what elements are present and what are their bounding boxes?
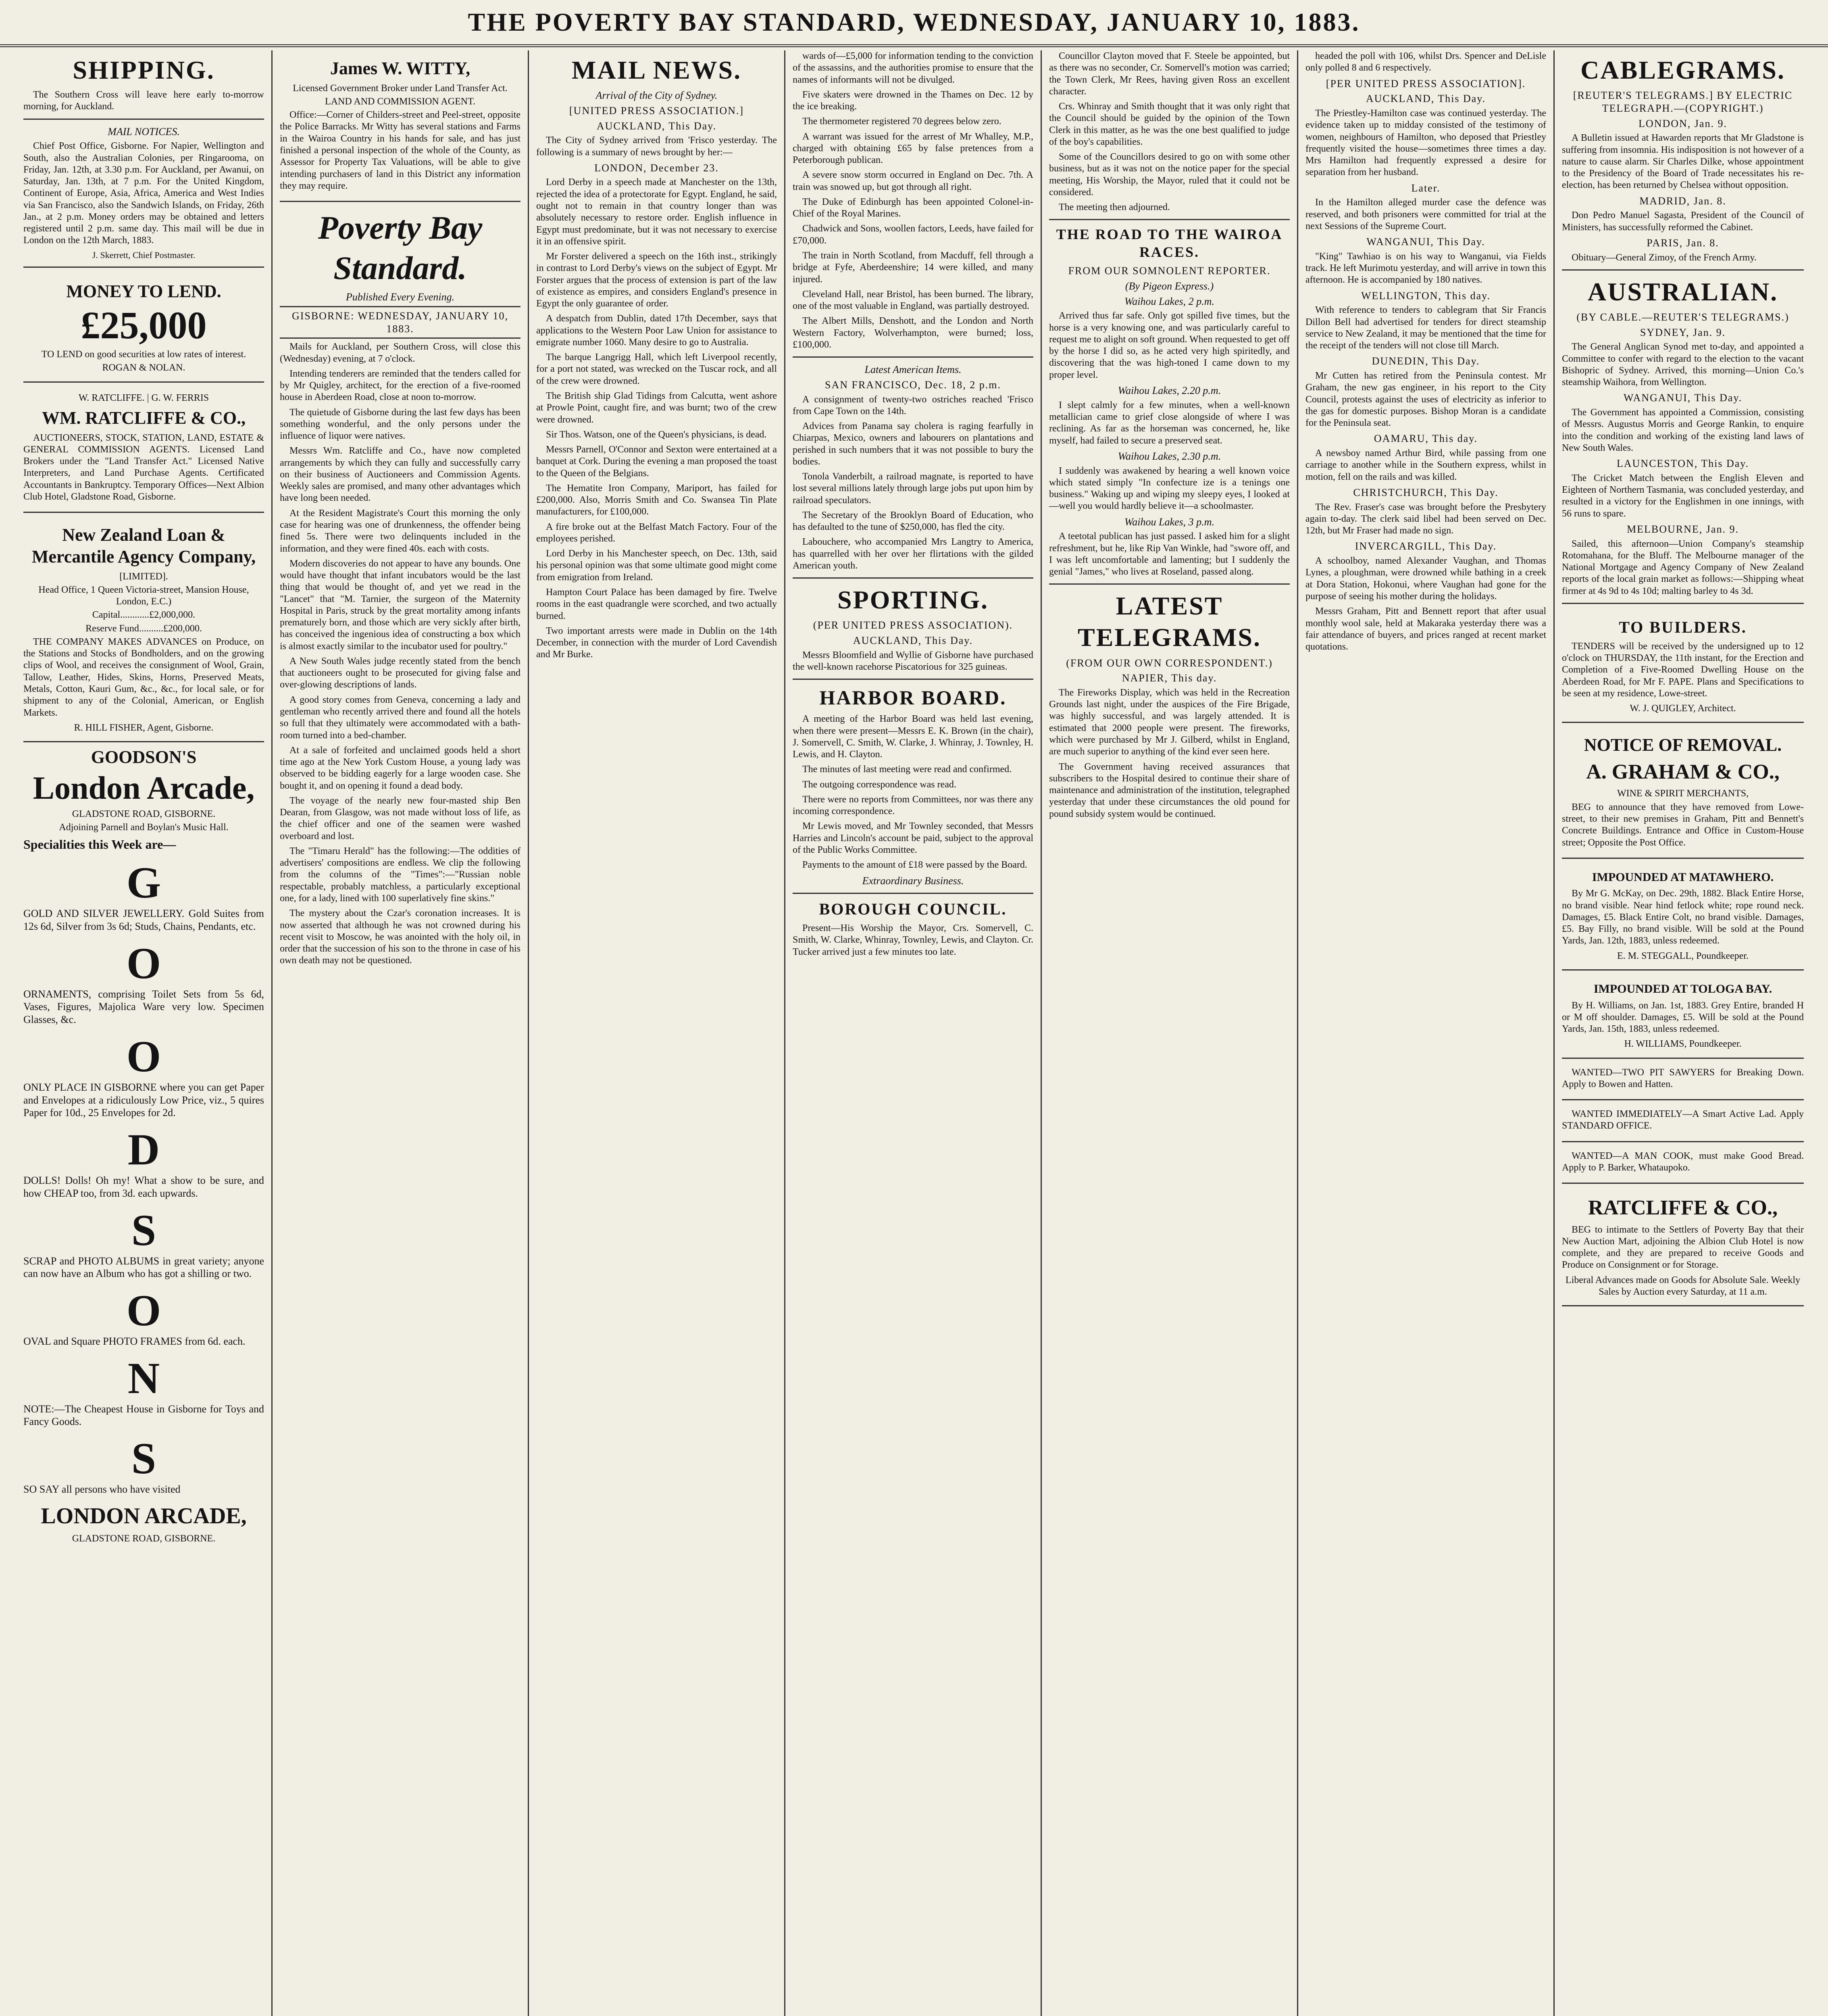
nzloan-agent: R. HILL FISHER, Agent, Gisborne. xyxy=(74,722,214,733)
nzloan-heading: New Zealand Loan & Mercantile Agency Company, xyxy=(31,525,256,566)
builders-sign: W. J. QUIGLEY, Architect. xyxy=(1630,703,1736,714)
local-news xyxy=(280,341,521,966)
news-paragraph: There were no reports from Committees, nor was there any incoming correspondence. xyxy=(793,794,1033,817)
news-paragraph: Advices from Panama say cholera is raging fearfully in Chiarpas, Mexico, owners and labourers on plantations and perished in such numbers that it was not possible to bury the bodies. xyxy=(793,421,1033,467)
section-dateline: SYDNEY, Jan. 9. xyxy=(1640,326,1726,338)
ratcliffe-names: W. RATCLIFFE. | G. W. FERRIS xyxy=(78,392,209,403)
speciality-text: ORNAMENTS, comprising Toilet Sets from 5s 6d, Vases, Figures, Majolica Ware very low. Specimen Glasses, &c. xyxy=(23,988,264,1026)
news-paragraph: The thermometer registered 70 degrees below zero. xyxy=(802,116,1001,127)
extraordinary-heading: Extraordinary Business. xyxy=(862,875,964,887)
news-paragraph: A schoolboy, named Alexander Vaughan, and Thomas Lynes, a ploughman, were drowned while bathing in a creek at Dora Station, Hokonui, where Vaughan had gone for the purpose of seeing his mother during the holidays. xyxy=(1305,556,1546,602)
sporting-dateline: AUCKLAND, This Day. xyxy=(853,635,973,647)
news-paragraph: The Albert Mills, Denshott, and the London and North Western Factory, Wolverhampton, were burned; loss, £100,000. xyxy=(793,316,1033,350)
section-dateline: OAMARU, This day. xyxy=(1374,433,1478,445)
speciality-letter: N xyxy=(127,1353,160,1403)
mail-text: Chief Post Office, Gisborne. For Napier, Wellington and South, also the Australian Colonies, per Ringarooma, on Friday, Jan. 12th, at 3.30 p.m. For Auckland, per Awanui, on Saturday, Jan. 13th, at 7 p.m. For the United Kingdom, Continent of Europe, Asia, Africa, America and West Indies via San Francisco, also the Sandwich Islands, on Friday, 26th Jan., at 2 p.m. Money orders may be obtained and letters registered until 2 p.m. same day. This mail will be due in London on the 12th March, 1883. xyxy=(23,141,264,246)
news-paragraph: Councillor Clayton moved that F. Steele be appointed, but as there was no seconder, Cr. Somervell's motion was carried; the Town Clerk, Mr Rees, having given Ross an excellent character. xyxy=(1049,51,1290,97)
section-dateline: MADRID, Jan. 8. xyxy=(1639,195,1726,207)
shipping-text: The Southern Cross will leave here early to-morrow morning, for Auckland. xyxy=(23,90,264,112)
news-paragraph: Crs. Whinray and Smith thought that it was only right that the Council should be guided by the opinion of the Town Clerk in this matter, as he was the one best qualified to judge of the boy's capabilities. xyxy=(1049,101,1290,147)
latest-telegrams-heading: LATEST TELEGRAMS. xyxy=(1078,591,1261,652)
mail-heading: MAIL NOTICES. xyxy=(108,125,180,137)
speciality-text: SCRAP and PHOTO ALBUMS in great variety; anyone can now have an Album who has got a shilling or two. xyxy=(23,1255,264,1280)
impound-ad-2 xyxy=(1562,975,1804,1059)
news-paragraph: The Government having received assurances that subscribers to the Hospital desired to continue their share of maintenance and administration of the institution, telegraphed yesterday that under these circumstances the old pound for pound subsidy system would be continued. xyxy=(1049,761,1290,819)
impound-sign: E. M. STEGGALL, Poundkeeper. xyxy=(1617,950,1749,961)
wairoa-heading: THE ROAD TO THE WAIROA RACES. xyxy=(1056,226,1283,260)
section-dateline: Later. xyxy=(1411,182,1441,194)
section-dateline: DUNEDIN, This Day. xyxy=(1372,355,1480,367)
impound-heading: IMPOUNDED AT TOLOGA BAY. xyxy=(1593,982,1772,996)
removal-ad xyxy=(1562,727,1804,858)
section-dateline: PARIS, Jan. 8. xyxy=(1647,237,1719,249)
column-6 xyxy=(1298,50,1555,2016)
builders-heading: TO BUILDERS. xyxy=(1619,618,1747,636)
speciality-text: DOLLS! Dolls! Oh my! What a show to be sure, and how CHEAP too, from 3d. each upwards. xyxy=(23,1175,264,1199)
section-dateline: WANGANUI, This Day. xyxy=(1366,236,1485,248)
specialities-heading: Specialities this Week are— xyxy=(23,837,176,852)
news-paragraph: The "Timaru Herald" has the following:—The oddities of advertisers' compositions are endless. We clip the following from the columns of the "Times":—"Russian noble respectable, probably matchless, a particularly exceptional one, for a lady, lined with 100 superlatively fine skins." xyxy=(280,846,521,904)
news-paragraph: Mr Cutten has retired from the Peninsula contest. Mr Graham, the new gas engineer, in his report to the City Council, protests against the uses of electricity as inferior to the gas for domestic purposes. Bishop Moran is a candidate for the Peninsula seat. xyxy=(1305,371,1546,429)
news-paragraph: The British ship Glad Tidings from Calcutta, went ashore at Prowle Point, caught fire, and was burnt; two of the crew were drowned. xyxy=(536,391,777,425)
news-paragraph: Don Pedro Manuel Sagasta, President of the Council of Ministers, has successfully reformed the Cabinet. xyxy=(1562,210,1804,233)
news-paragraph: At a sale of forfeited and unclaimed goods held a short time ago at the New York Custom House, a young lady was observed to be bidding eagerly for a large wooden case. She bought it, and on opening it found a dead body. xyxy=(280,745,521,791)
section-dateline: MELBOURNE, Jan. 9. xyxy=(1627,523,1739,535)
paper-nameplate: Poverty Bay Standard. xyxy=(318,209,483,287)
news-paragraph: "King" Tawhiao is on his way to Wanganui, via Fields track. He left Murimotu yesterday, and will arrive in town this afternoon. He is accompanied by 180 natives. xyxy=(1305,251,1546,285)
speciality-item xyxy=(23,1127,264,1200)
news-paragraph: I suddenly was awakened by hearing a well known voice which stated simply "In confecture ize is a tenings one business." Waking up and wiping my sleepy eyes, I looked at—well you would hardly believe it—a schoolmaster. xyxy=(1049,465,1290,512)
section-dateline: Waihou Lakes, 2.30 p.m. xyxy=(1118,450,1221,462)
news-paragraph: The Fireworks Display, which was held in the Recreation Grounds last night, under the auspices of the Fire Brigade, was highly successful, and was largely attended. It is estimated that 2000 people were present. The fireworks, which were purchased by Mr J. Gilberd, whilst in England, are much superior to anything of the kind ever seen here. xyxy=(1049,687,1290,757)
section-dateline: LAUNCESTON, This Day. xyxy=(1616,458,1749,470)
news-paragraph: headed the poll with 106, whilst Drs. Spencer and DeLisle only polled 8 and 6 respectively. xyxy=(1305,51,1546,73)
harbour-heading: HARBOR BOARD. xyxy=(819,686,1007,709)
borough-heading: BOROUGH COUNCIL. xyxy=(819,900,1007,918)
news-paragraph: The Priestley-Hamilton case was continued yesterday. The evidence taken up to midday consisted of the testimony of women, neighbours of Hamilton, who deposed that Priestley frequently visited the house—sometimes three times a day. Mrs Hamilton had frequently expressed a desire for separation from her husband. xyxy=(1305,108,1546,178)
news-paragraph: Arrived thus far safe. Only got spilled five times, but the horse is a very knowing one, and was particularly careful to request me to alight on soft ground. When requested to get off by the horse I did so, as he acted very high spiritedly, and discovering that the was high-toned I came down to my proper level. xyxy=(1049,310,1290,380)
news-paragraph: Present—His Worship the Mayor, Crs. Somervell, C. Smith, W. Clarke, Whinray, Townley, Lewis, and Clayton. Cr. Tucker arrived just a few minutes too late. xyxy=(793,923,1033,957)
wanted-text: WANTED—TWO PIT SAWYERS for Breaking Down. Apply to Bowen and Hatten. xyxy=(1562,1067,1804,1089)
news-paragraph: Messrs Bloomfield and Wyllie of Gisborne have purchased the well-known racehorse Piscatorious for 325 guineas. xyxy=(793,650,1033,673)
news-paragraph: Modern discoveries do not appear to have any bounds. One would have thought that infant incubators would be the last thing that would be thought of, and yet we read in the "Lancet" that "M. Tarnier, the surgeon of the Maternity Hospital in Paris, struck by the great mortality among infants prematurely born, and those which are very sickly after birth, has conceived the ingenious idea of constructing a box which is almost exactly similar to the incubator used for poultry." xyxy=(280,558,521,652)
column-4 xyxy=(785,50,1042,2016)
money-heading: MONEY TO LEND. xyxy=(66,281,221,301)
section-dateline: LONDON, Jan. 9. xyxy=(1639,117,1727,129)
news-paragraph: Sailed, this afternoon—Union Company's steamship Rotomahana, for the Bluff. The Melbourne manager of the National Mortgage and Agency Company of New Zealand reports of the local grain market as follows:—Shipping wheat firmer at 4s 9d to 4s 10d; malting barley to 4s 3d. xyxy=(1562,538,1804,596)
speciality-item xyxy=(23,1436,264,1496)
ratcliffe-ad xyxy=(23,387,264,513)
column-1 xyxy=(16,50,273,2016)
witty-sub: Licensed Government Broker under Land Transfer Act. xyxy=(293,83,508,94)
news-paragraph: Messrs Parnell, O'Connor and Sexton were entertained at a banquet at Cork. During the evening a man proposed the toast to the Queen of the Belgians. xyxy=(536,444,777,479)
news-paragraph: The Government has appointed a Commission, consisting of Messrs. Augustus Morris and George Rankin, to enquire into the condition and working of the existing land laws of New South Wales. xyxy=(1562,407,1804,453)
speciality-letter: D xyxy=(127,1125,160,1175)
shipping-heading: SHIPPING. xyxy=(73,56,215,84)
speciality-letter: O xyxy=(126,1285,161,1335)
news-paragraph: Five skaters were drowned in the Thames on Dec. 12 by the ice breaking. xyxy=(793,89,1033,112)
news-paragraph: Mr Forster delivered a speech on the 16th inst., strikingly in contrast to Lord Derby's views on the subject of Egypt. Mr Forster argues that the process of extension is part of the law of existence as empires, and considers England's presence in Egypt the only guarantee of order. xyxy=(536,251,777,309)
arcade-adjoining: Adjoining Parnell and Boylan's Music Hall. xyxy=(59,822,229,833)
wairoa-by: (By Pigeon Express.) xyxy=(1125,280,1214,292)
upa-line: [PER UNITED PRESS ASSOCIATION]. xyxy=(1326,77,1526,90)
news-paragraph: A newsboy named Arthur Bird, while passing from one carriage to another while in the Southern express, whilst in motion, fell on the rails and was killed. xyxy=(1305,448,1546,482)
wanted-ad xyxy=(1562,1146,1804,1184)
impound-sign: H. WILLIAMS, Poundkeeper. xyxy=(1624,1039,1742,1050)
news-paragraph: At the Resident Magistrate's Court this morning the only case for hearing was one of drunkenness, the offender being fined 5s. There were two delinquents included in the information, and they were fined 40s. each with costs. xyxy=(280,508,521,554)
ratcliffe-text: AUCTIONEERS, STOCK, STATION, LAND, ESTATE & GENERAL COMMISSION AGENTS. Licensed Land Brokers under the "Land Transfer Act." Licensed Native Interpreters, and Land Purchase Agents. Certificated Accountants in Bankruptcy. Temporary Offices—Next Albion Club Hotel, Gladstone Road, Gisborne. xyxy=(23,432,264,502)
mail-news-heading: MAIL NEWS. xyxy=(571,56,742,84)
nzloan-sub: [LIMITED]. xyxy=(119,571,168,582)
speciality-item xyxy=(23,938,264,1026)
news-paragraph: The quietude of Gisborne during the last few days has been something wonderful, and the only persons under the influence of liquor were natives. xyxy=(280,407,521,442)
latest-from: (FROM OUR OWN CORRESPONDENT.) xyxy=(1066,657,1273,669)
builders-ad xyxy=(1562,610,1804,723)
ratcliffe-auction-ad xyxy=(1562,1188,1804,1306)
wanted-ad xyxy=(1562,1104,1804,1142)
wairoa-from: FROM OUR SOMNOLENT REPORTER. xyxy=(1068,265,1271,277)
goodson-heading: GOODSON'S xyxy=(91,747,197,767)
news-paragraph: Obituary—General Zimoy, of the French Army. xyxy=(1572,252,1757,263)
news-paragraph: A severe snow storm occurred in England on Dec. 7th. A train was snowed up, but got through all right. xyxy=(793,170,1033,192)
speciality-item xyxy=(23,1031,264,1119)
section-dateline: Waihou Lakes, 3 p.m. xyxy=(1124,516,1214,528)
sporting-heading: SPORTING. xyxy=(837,585,989,614)
ratcliffe-auction-footer: Liberal Advances made on Goods for Absolute Sale. Weekly Sales by Auction every Saturday, at 11 a.m. xyxy=(1565,1275,1801,1297)
section-dateline: Waihou Lakes, 2 p.m. xyxy=(1124,295,1214,307)
section-dateline: CHRISTCHURCH, This Day. xyxy=(1353,486,1499,498)
news-paragraph: Mr Lewis moved, and Mr Townley seconded, that Messrs Harries and Lincoln's account be paid, subject to the approval of the Public Works Committee. xyxy=(793,821,1033,855)
nzloan-ad xyxy=(23,517,264,742)
news-paragraph: Hampton Court Palace has been damaged by fire. Twelve rooms in the east quadrangle were scorched, and two actually burned. xyxy=(536,587,777,621)
news-paragraph: Messrs Wm. Ratcliffe and Co., have now completed arrangements by which they can fully and successfully carry on their business of Auctioneers and Commission Agents. Weekly sales are promised, and many other advantages which have long been needed. xyxy=(280,446,521,504)
speciality-item xyxy=(23,860,264,933)
news-paragraph: A New South Wales judge recently stated from the bench that auctioneers ought to be prosecuted for giving false and over-glowing descriptions of lands. xyxy=(280,656,521,690)
speciality-item xyxy=(23,1353,264,1428)
news-paragraph: Sir Thos. Watson, one of the Queen's physicians, is dead. xyxy=(546,429,767,440)
speciality-letter: S xyxy=(131,1434,156,1483)
news-paragraph: A Bulletin issued at Hawarden reports that Mr Gladstone is suffering from insomnia. His indisposition is not however of a nature to cause alarm. Sir Charles Dilke, whose appointment to the Presidency of the Board of Trade necessitates his re-election, has been returned by Chelsea without opposition. xyxy=(1562,133,1804,191)
money-amount: £25,000 xyxy=(81,304,207,347)
speciality-text: OVAL and Square PHOTO FRAMES from 6d. each. xyxy=(23,1335,246,1347)
news-paragraph: The minutes of last meeting were read and confirmed. xyxy=(802,764,1012,775)
cablegrams-heading: CABLEGRAMS. xyxy=(1580,56,1785,84)
news-paragraph: The General Anglican Synod met to-day, and appointed a Committee to confer with regard to the election to the vacant Bishopric of Sydney. Arrived, this morning—Union Co.'s steamship Waihora, from Wellington. xyxy=(1562,342,1804,388)
column-3 xyxy=(529,50,785,2016)
news-paragraph: The Secretary of the Brooklyn Board of Education, who has defaulted to the tune of $250,000, has fled the city. xyxy=(793,510,1033,533)
speciality-item xyxy=(23,1285,264,1348)
graham-heading: A. GRAHAM & CO., xyxy=(1586,760,1780,784)
speciality-letter: O xyxy=(126,1031,161,1081)
news-paragraph: The Duke of Edinburgh has been appointed Colonel-in-Chief of the Royal Marines. xyxy=(793,196,1033,219)
news-paragraph: With reference to tenders to cablegram that Sir Francis Dillon Bell had advertised for tenders for direct steamship service to New Zealand, it may be mentioned that the time for the receipt of the tenders will not close till March. xyxy=(1305,305,1546,351)
news-paragraph: The City of Sydney arrived from 'Frisco yesterday. The following is a summary of news brought by her:— xyxy=(536,135,777,158)
ratcliffe-firm: WM. RATCLIFFE & CO., xyxy=(42,408,246,428)
builders-text: TENDERS will be received by the undersigned up to 12 o'clock on THURSDAY, the 11th instant, for the Erection and Completion of a Five-Roomed Dwelling House on the Aberdeen Road, for Mr F. PAPE. Plans and Specifications to be seen at my residence, Lowe-street. xyxy=(1562,641,1804,699)
speciality-letter: S xyxy=(131,1205,156,1255)
nzloan-office: Head Office, 1 Queen Victoria-street, Mansion House, London, E.C.) xyxy=(38,584,249,607)
news-paragraph: A good story comes from Geneva, concerning a lady and gentleman who recently arrived there and found all the hotels so full that they ultimately were accommodated with a bath-room turned into a bed-chamber. xyxy=(280,694,521,741)
arcade-heading: London Arcade, xyxy=(33,770,255,806)
news-paragraph: Chadwick and Sons, woollen factors, Leeds, have failed for £70,000. xyxy=(793,223,1033,246)
masthead: THE POVERTY BAY STANDARD, WEDNESDAY, JANUARY 10, 1883. xyxy=(0,0,1828,47)
graham-text: BEG to announce that they have removed from Lowe-street, to their new premises in Graham, Pitt and Bennett's Concrete Buildings. Entrance and Office in Custom-House street; Opposite the Post Office. xyxy=(1562,802,1804,848)
news-paragraph: Lord Derby in a speech made at Manchester on the 13th, rejected the idea of a protectorate for Egypt. England, he said, ought not to remain in that country longer than was absolutely necessary to restore order. English influence in Egypt must predominate, but it was not necessary to exercise it in an offensive spirit. xyxy=(536,177,777,247)
news-paragraph: The Cricket Match between the English Eleven and Eighteen of Northern Tasmania, was concluded yesterday, and resulted in a victory for the Englishmen in one innings, with 56 runs to spare. xyxy=(1562,473,1804,519)
column-2 xyxy=(273,50,529,2016)
sf-dateline: SAN FRANCISCO, Dec. 18, 2 p.m. xyxy=(824,379,1001,391)
impound-ad-1 xyxy=(1562,863,1804,971)
news-paragraph: The outgoing correspondence was read. xyxy=(802,779,956,790)
columns xyxy=(16,50,1812,2016)
upa-line: [UNITED PRESS ASSOCIATION.] xyxy=(569,104,744,117)
news-paragraph: Lord Derby in his Manchester speech, on Dec. 13th, said his personal opinion was that some ultimate good might come from emigration from Ireland. xyxy=(536,548,777,583)
news-paragraph: Cleveland Hall, near Bristol, has been burned. The library, one of the most valuable in England, was partially destroyed. xyxy=(793,289,1033,312)
news-paragraph: The barque Langrigg Hall, which left Liverpool recently, for a port not stated, was wrecked on the Tuscar rock, and all of the crew were drowned. xyxy=(536,352,777,386)
speciality-letter: G xyxy=(126,858,161,908)
money-text: TO LEND on good securities at low rates of interest. xyxy=(41,349,246,360)
cablegrams-sub: [REUTER'S TELEGRAMS.] BY ELECTRIC TELEGRAPH.—(COPYRIGHT.) xyxy=(1573,90,1793,114)
ratcliffe-auction-heading: RATCLIFFE & CO., xyxy=(1588,1196,1778,1220)
news-paragraph: A consignment of twenty-two ostriches reached 'Frisco from Cape Town on the 14th. xyxy=(793,394,1033,417)
auckland-dateline: AUCKLAND, This Day. xyxy=(596,120,717,132)
mail-signoff: J. Skerrett, Chief Postmaster. xyxy=(92,250,196,260)
arcade-address: GLADSTONE ROAD, GISBORNE. xyxy=(72,808,216,819)
london-dateline: LONDON, December 23. xyxy=(594,162,719,174)
money-ad xyxy=(23,273,264,383)
section-dateline: AUCKLAND, This Day. xyxy=(1366,93,1486,105)
witty-sub2: LAND AND COMMISSION AGENT. xyxy=(325,96,475,107)
news-paragraph: I slept calmly for a few minutes, when a well-known metallician came to grief close alongside of where I was reclining. As far as the horseman was concerned, he, like myself, had failed to secure a preserved seat. xyxy=(1049,400,1290,446)
impound-heading: IMPOUNDED AT MATAWHERO. xyxy=(1592,870,1774,884)
witty-text: Office:—Corner of Childers-street and Peel-street, opposite the Police Barracks. Mr Witty has several stations and Farms in the Wairoa Country in his hands for sale, and has just finished a personal inspection of the whole of the County, as Assessor for Property Tax Valuations, will be able to give intending purchasers of land in this District any information they may require. xyxy=(280,110,521,191)
speciality-text: ONLY PLACE IN GISBORNE where you can get Paper and Envelopes at a ridiculously Low Price, viz., 5 quires Paper for 10d., 25 Envelopes for 2d. xyxy=(23,1081,264,1119)
australian-sub: (BY CABLE.—REUTER'S TELEGRAMS.) xyxy=(1576,311,1789,323)
news-paragraph: Tonola Vanderbilt, a railroad magnate, is reported to have lost several millions lately through large jobs put upon him by railroad speculators. xyxy=(793,471,1033,506)
news-paragraph: Intending tenderers are reminded that the tenders called for by Mr Quigley, architect, for the erection of a five-roomed house in Aberdeen Road, close at noon to-morrow. xyxy=(280,368,521,403)
news-paragraph: In the Hamilton alleged murder case the defence was reserved, and both prisoners were committed for trial at the next Sessions of the Supreme Court. xyxy=(1305,197,1546,231)
nzloan-capital: Capital............£2,000,000. xyxy=(92,610,196,621)
arrival-heading: Arrival of the City of Sydney. xyxy=(595,90,718,102)
news-paragraph: Two important arrests were made in Dublin on the 14th December, in connection with the murder of Lord Cavendish and Mr Burke. xyxy=(536,625,777,660)
money-firm: ROGAN & NOLAN. xyxy=(102,362,185,373)
arcade-footer-address: GLADSTONE ROAD, GISBORNE. xyxy=(72,1533,216,1544)
news-paragraph: A meeting of the Harbor Board was held last evening, when there were present—Messrs E. K. Brown (in the chair), J. Somervell, C. Smith, W. Clarke, J. Whinray, J. Townley, H. Lewis, and H. Clayton. xyxy=(793,714,1033,760)
graham-sub: WINE & SPIRIT MERCHANTS, xyxy=(1617,788,1749,799)
column-5 xyxy=(1042,50,1298,2016)
news-paragraph: wards of—£5,000 for information tending to the conviction of the assassins, and the authorities promise to ensure that the names of informants will not be divulged. xyxy=(793,51,1033,85)
wanted-text: WANTED IMMEDIATELY—A Smart Active Lad. Apply STANDARD OFFICE. xyxy=(1562,1109,1804,1131)
news-paragraph: The train in North Scotland, from Macduff, fell through a bridge at Fyfe, Aberdeenshire; 14 were killed, and many injured. xyxy=(793,250,1033,285)
ratcliffe-auction-text: BEG to intimate to the Settlers of Poverty Bay that their New Auction Mart, adjoining the Albion Club Hotel is now complete, and they are prepared to receive Goods and Produce on Consignment or for Storage. xyxy=(1562,1224,1804,1270)
nzloan-text: THE COMPANY MAKES ADVANCES on Produce, on the Stations and Stocks of Bondholders, and on the growing clips of Wool, and receives the consignment of Wool, Grain, Tallow, Leather, Hides, Skins, Horns, Preserved Meats, Metals, Cotton, Kauri Gum, &c., &c., for local sale, or for shipment to any of the Colonial, American, or English Markets. xyxy=(23,636,264,718)
news-paragraph: A warrant was issued for the arrest of Mr Whalley, M.P., charged with obtaining £65 by false pretences from a Peterborough publican. xyxy=(793,131,1033,166)
news-paragraph: The meeting then adjourned. xyxy=(1059,202,1170,213)
news-paragraph: Messrs Graham, Pitt and Bennett report that after usual monthly wool sale, held at Makaraka yesterday there was a fair attendance of buyers, and prices ranged at recent market quotations. xyxy=(1305,606,1546,652)
news-paragraph: A despatch from Dublin, dated 17th December, says that applications to the Western Poor Law Union for assistance to emigrate number 1060. Many desire to go to Australia. xyxy=(536,313,777,348)
column-7 xyxy=(1555,50,1811,2016)
nzloan-reserve: Reserve Fund..........£200,000. xyxy=(85,623,202,634)
witty-heading: James W. WITTY, xyxy=(330,58,471,78)
section-dateline: WANGANUI, This Day. xyxy=(1623,392,1743,404)
news-paragraph: The voyage of the nearly new four-masted ship Ben Dearan, from Glasgow, was not made without loss of life, as the chief officer and one of the seamen were washed overboard and lost. xyxy=(280,795,521,841)
wanted-ad xyxy=(1562,1063,1804,1101)
speciality-text: GOLD AND SILVER JEWELLERY. Gold Suites from 12s 6d, Silver from 3s 6d; Studs, Chains, Pendants, etc. xyxy=(23,908,264,933)
specialities-list xyxy=(23,860,264,1496)
news-paragraph: A teetotal publican has just passed. I asked him for a slight refreshment, but he, like Rip Van Winkle, had "swore off, and I was left uncomfortable and lamenting; but I suddenly the genial "James," who lives at Roseland, passed along. xyxy=(1049,531,1290,577)
section-dateline: INVERCARGILL, This Day. xyxy=(1355,540,1497,552)
speciality-text: NOTE:—The Cheapest House in Gisborne for Toys and Fancy Goods. xyxy=(23,1403,264,1428)
australian-heading: AUSTRALIAN. xyxy=(1587,277,1778,306)
published-line: Published Every Evening. xyxy=(346,291,455,303)
news-paragraph: Labouchere, who accompanied Mrs Langtry to America, has quarrelled with her over her flirtations with the gilded American youth. xyxy=(793,537,1033,571)
news-paragraph: Payments to the amount of £18 were passed by the Board. xyxy=(802,860,1027,871)
sporting-upa: (PER UNITED PRESS ASSOCIATION). xyxy=(813,619,1013,631)
wanted-text: WANTED—A MAN COOK, must make Good Bread. Apply to P. Barker, Whataupoko. xyxy=(1562,1150,1804,1173)
news-paragraph: The Rev. Fraser's case was brought before the Presbytery again to-day. The clerk said libel had been served on Dec. 12th, but Mr Fraser had made no sign. xyxy=(1305,502,1546,536)
impound-text: By H. Williams, on Jan. 1st, 1883. Grey Entire, branded H or M off shoulder. Damages, £5. Will be sold at the Pound Yards, Jan. 15th, 1883, unless redeemed. xyxy=(1562,1000,1804,1035)
news-paragraph: The Hematite Iron Company, Mariport, has failed for £200,000. Also, Morris Smith and Co. Swansea Tin Plate manufacturers, for £100,000. xyxy=(536,483,777,517)
speciality-text: SO SAY all persons who have visited xyxy=(23,1483,181,1495)
news-paragraph: Mails for Auckland, per Southern Cross, will close this (Wednesday) evening, at 7 o'clock. xyxy=(280,342,521,364)
dateline: GISBORNE: WEDNESDAY, JANUARY 10, 1883. xyxy=(280,306,521,339)
witty-ad xyxy=(280,50,521,202)
american-heading: Latest American Items. xyxy=(864,364,962,376)
speciality-item xyxy=(23,1205,264,1280)
speciality-letter: O xyxy=(126,938,161,988)
impound-text: By Mr G. McKay, on Dec. 29th, 1882. Black Entire Horse, no brand visible. Near hind fetlock white; rope round neck. Damages, £5. Black Entire Colt, no brand visible. Damages, £5. Bay Filly, no brand visible. Will be sold at the Pound Yards, Jan. 12th, 1883, unless redeemed. xyxy=(1562,888,1804,946)
news-paragraph: A fire broke out at the Belfast Match Factory. Four of the employees perished. xyxy=(536,521,777,544)
removal-heading: NOTICE OF REMOVAL. xyxy=(1584,735,1782,755)
news-paragraph: Some of the Councillors desired to go on with some other business, but as it was not on the notice paper for the special meeting, His Worship, the Mayor, ruled that it could not be considered. xyxy=(1049,152,1290,198)
napier-dateline: NAPIER, This day. xyxy=(1122,672,1217,684)
section-dateline: WELLINGTON, This day. xyxy=(1361,289,1491,302)
arcade-footer: LONDON ARCADE, xyxy=(41,1503,247,1529)
section-dateline: Waihou Lakes, 2.20 p.m. xyxy=(1118,385,1221,397)
news-paragraph: The mystery about the Czar's coronation increases. It is now asserted that although he was not crowned during his recent visit to Moscow, he was anointed with the holy oil, in order that the succession of his son to the throne in case of his own death may not be questioned. xyxy=(280,908,521,966)
